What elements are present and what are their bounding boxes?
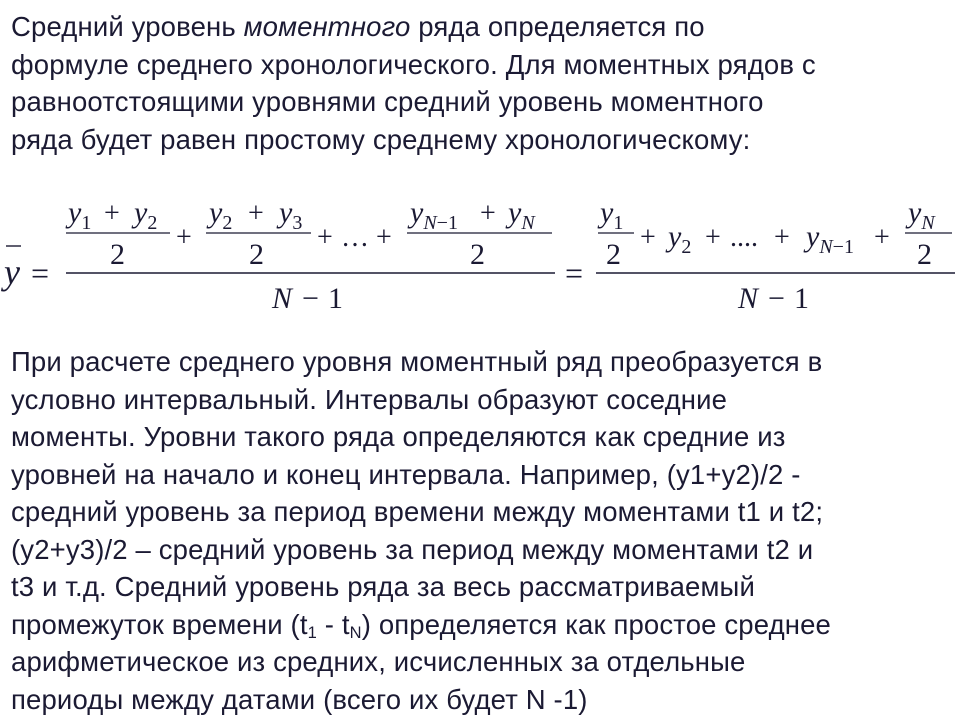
subscript-1: 1 (307, 623, 317, 642)
explanation-line: моменты. Уровни такого ряда определяются как средние из (11, 421, 786, 452)
explanation-line: уровней на начало и конец интервала. Например, (y1+y2)/2 - (11, 458, 801, 490)
formula-svg (0, 186, 960, 326)
term-y-n: $y_N$ (908, 196, 935, 234)
denominator-two: 2 (606, 238, 621, 271)
term-y1: $y_1$ (68, 196, 92, 234)
ellipsis: … (341, 222, 369, 253)
term-y-n-minus-1: $y_N-1$ (806, 220, 854, 258)
plus-sign: + (176, 222, 192, 253)
denominator-two: 2 (917, 238, 932, 271)
plus-sign: + (774, 222, 790, 253)
plus-sign: + (480, 198, 496, 229)
plus-sign: + (705, 222, 721, 253)
explanation-paragraph (11, 343, 831, 718)
intro-paragraph (11, 8, 816, 158)
equals-sign-2: = (565, 255, 584, 291)
denominator-one: 1 (328, 282, 343, 315)
explanation-line: арифметическое из средних, исчисленных за отдельные (11, 646, 746, 677)
plus-sign: + (317, 222, 333, 253)
denominator-minus: − (302, 282, 319, 315)
explanation-line-time-span: промежуток времени $(t_1 - t_N)$ определяется как простое среднее (11, 608, 832, 642)
emphasized-word: моментного (243, 11, 411, 42)
ellipsis: .... (730, 222, 758, 253)
term-y-n: $y_N$ (508, 196, 535, 234)
chronological-mean-formula (0, 186, 960, 331)
term-y2: $y_2$ (209, 196, 233, 234)
term-y2: $y_2$ (668, 220, 692, 258)
plus-sign: + (640, 222, 656, 253)
denominator-one: 1 (794, 282, 809, 315)
plus-sign: + (376, 222, 392, 253)
term-y3: $y_3$ (279, 196, 303, 234)
explanation-line: периоды между датами (всего их будет N -1) (11, 683, 588, 715)
term-y1: $y_1$ (600, 196, 624, 234)
intro-line-4: ряда будет равен простому среднему хронологическому: (11, 123, 751, 155)
denominator-n: N (272, 282, 293, 315)
denominator-minus: − (768, 282, 785, 315)
intro-line-1: Средний уровень моментного ряда определяется по (11, 11, 705, 42)
intro-line-2: формуле среднего хронологического. Для моментных рядов с (11, 48, 816, 80)
denominator-n: N (738, 282, 759, 315)
mean-y-symbol: y (4, 252, 20, 292)
plus-sign: + (248, 198, 264, 229)
explanation-line: (y2+y3)/2 – средний уровень за период между моментами t2 и (11, 533, 814, 565)
denominator-two: 2 (249, 238, 264, 271)
explanation-line: средний уровень за период времени между моментами t1 и t2; (11, 496, 824, 527)
explanation-line: условно интервальный. Интервалы образуют соседние (11, 383, 728, 415)
plus-sign: + (874, 222, 890, 253)
denominator-two: 2 (470, 238, 485, 271)
subscript-n: N (349, 623, 362, 642)
explanation-line: t3 и т.д. Средний уровень ряда за весь рассматриваемый (11, 571, 755, 602)
term-y-n-minus-1: $y_N-1$ (410, 196, 458, 234)
plus-sign: + (104, 198, 120, 229)
equals-sign-1: = (31, 255, 50, 291)
term-y2: $y_2$ (134, 196, 158, 234)
intro-line-3: равноотстоящими уровнями средний уровень моментного (11, 86, 764, 117)
denominator-two: 2 (110, 238, 125, 271)
explanation-line: При расчете среднего уровня моментный ряд преобразуется в (11, 346, 823, 377)
